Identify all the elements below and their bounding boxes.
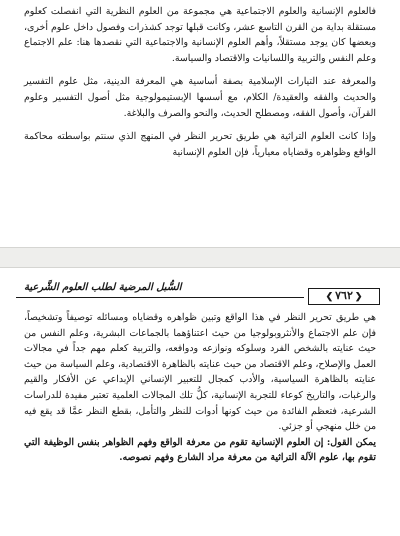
top-paragraph-3: وإذا كانت العلوم التراثية هي طريق تحرير النظر في المنهج الذي سنتم بواسطته محاكمة الواقع وظواهره وقضاياه معيارياً، فإن العلوم الإنسانية xyxy=(24,131,376,158)
chevron-left-icon: ❮ xyxy=(354,292,363,302)
bottom-page xyxy=(0,268,400,536)
top-page-body xyxy=(0,0,400,160)
paragraph-spacer xyxy=(24,121,376,129)
top-page xyxy=(0,0,400,247)
top-paragraph-1: فالعلوم الإنسانية والعلوم الاجتماعية هي مجموعة من العلوم النظرية التي انفصلت كعلوم مستقلة بداية من القرن التاسع عشر، وكانت قبلها توجد كشذرات وفصول داخل علوم أخرى، وبعضها كان يوجد مستقلاً، وأهم العلوم الإنسانية والاجتماعية التي نقصدها هنا: علم الاجتماع وعلم النفس والتربية واللسانيات والاقتصاد والسياسة. xyxy=(24,6,376,64)
bottom-page-body xyxy=(0,302,400,466)
paragraph-spacer xyxy=(24,66,376,74)
top-paragraph-2: والمعرفة عند التيارات الإسلامية بصفة أساسية هي المعرفة الدينية، مثل علوم التفسير والحديث والفقه والعقيدة/ الكلام، مع أسسها الإبستيمولوجية مثل أصول التفسير وعلوم القرآن، وأصول الفقه، ومصطلح الحديث، والنحو والصرف والبلاغة. xyxy=(24,76,376,119)
header-rule xyxy=(16,297,304,298)
bottom-paragraph-2: يمكن القول: إن العلوم الإنسانية تقوم من معرفة الواقع وفهم الظواهر بنفس الوظيفة التي تقوم بها، علوم الآلة التراثية من معرفة مراد الشارع وفهم نصوصه. xyxy=(24,436,376,464)
chevron-right-icon: ❯ xyxy=(325,292,334,302)
running-title: السُّبل المرضية لطلب العلوم الشَّرعية xyxy=(24,282,182,293)
bottom-paragraph-1: هي طريق تحرير النظر في هذا الواقع وتبين ظواهره وقضاياه ومسائله توصيفاً وتشخيصاً، فإن علم الاجتماع والأنثروبولوجيا من حيث اعتناؤهما بالجماعات البشرية، وعلم النفس من حيث عنايته بالشخص الفرد وسلوكه ونوازعه ودوافعه، والتربية كعلم مهم جداً في مجالات العمل والإصلاح، وعلم الاقتصاد من حيث عنايته بالظاهرة الاقتصادية، وعلم السياسة من حيث عنايته بالظاهرة السياسية، والأدب كمجال للتعبير الإنساني الإبداعي عن الأفكار والقيم والرغبات، والتاريخ كوعاء للتجربة الإنسانية، كلُّ تلك المجالات العلمية تعتبر مفيدة للدراسات الشرعية، فتعظم الفائدة من حيث كونها أدوات للنظر والتأمل، بقطع النظر عمَّا قد يقع فيه من خلل منهجي أو جزئي. xyxy=(24,312,376,433)
page-number-box xyxy=(308,288,380,305)
page-number: ٧٦٢ xyxy=(335,289,353,302)
page-header xyxy=(16,268,384,302)
page-separator xyxy=(0,247,400,268)
